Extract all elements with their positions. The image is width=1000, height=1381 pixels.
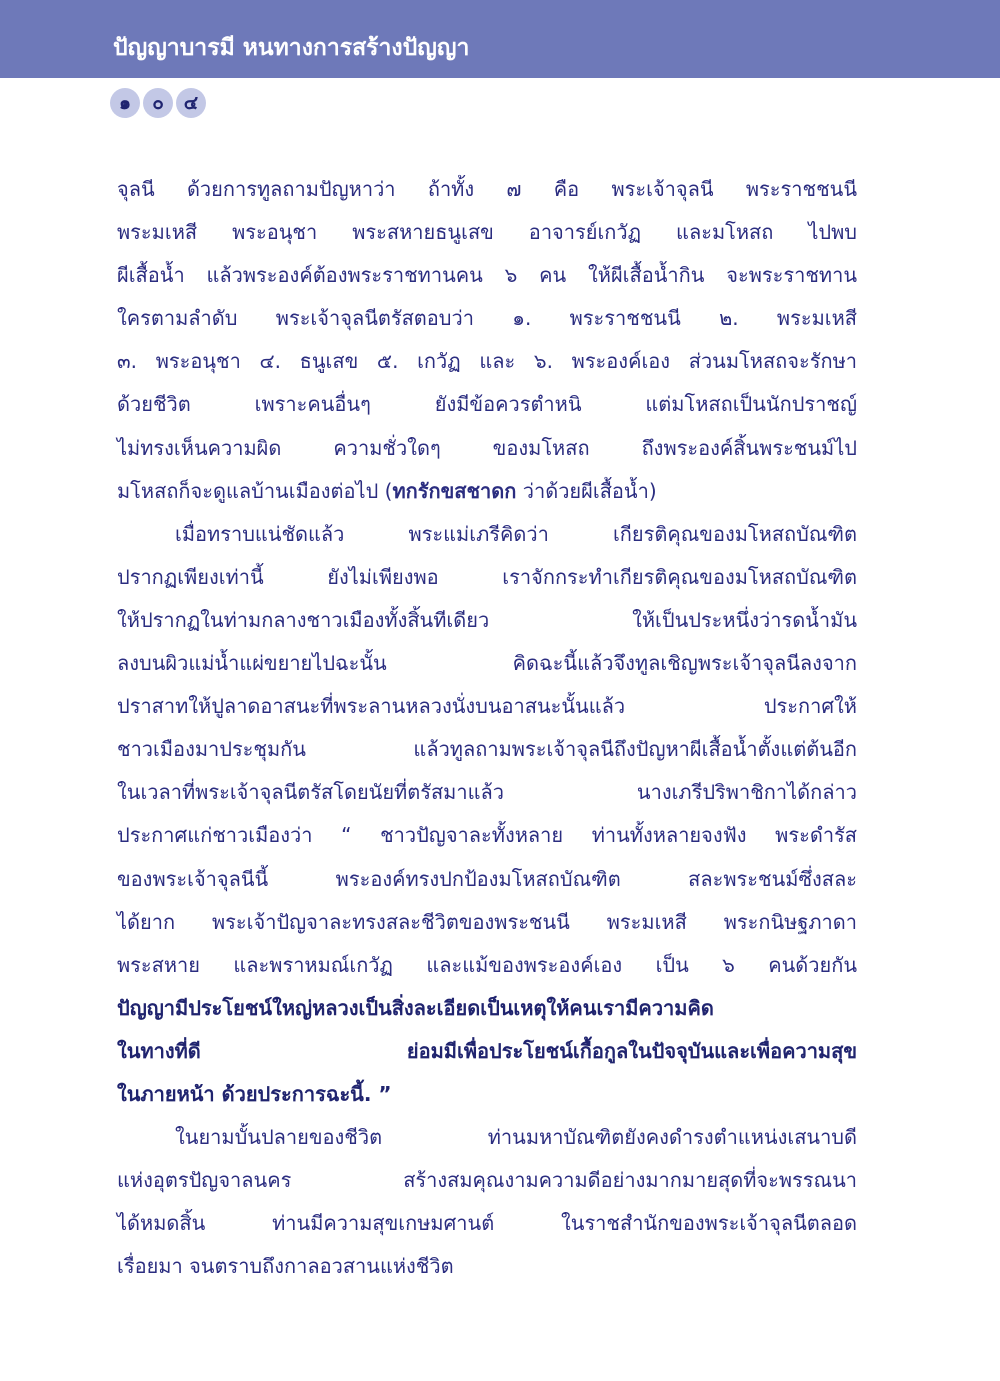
- bold-text-line: ในภายหน้า ด้วยประการฉะนี้. ”: [117, 1081, 392, 1106]
- text-line: ได้ยาก พระเจ้าปัญจาละทรงสละชีวิตของพระชนนี พระมเหสี พระกนิษฐภาดา: [117, 909, 857, 934]
- text-line: [117, 470, 857, 513]
- page-number-digit: ๐: [143, 88, 173, 118]
- page-number: [110, 88, 206, 118]
- text-line: ประกาศแก่ชาวเมืองว่า “ ชาวปัญจาละทั้งหลาย ท่านทั้งหลายจงฟัง พระดำรัส: [117, 823, 857, 848]
- text-line: เรื่อยมา จนตราบถึงกาลอวสานแห่งชีวิต: [117, 1254, 454, 1279]
- text-line: ลงบนผิวแม่น้ำแผ่ขยายไปฉะนั้น คิดฉะนี้แล้วจึงทูลเชิญพระเจ้าจุลนีลงจาก: [117, 651, 857, 676]
- text-line: ผีเสื้อน้ำ แล้วพระองค์ต้องพระราชทานคน ๖ คน ให้ผีเสื้อน้ำกิน จะพระราชทาน: [117, 263, 857, 288]
- text-line: ในเวลาที่พระเจ้าจุลนีตรัสโดยนัยที่ตรัสมาแล้ว นางเภรีปริพาชิกาได้กล่าว: [117, 780, 857, 805]
- text-line: ไม่ทรงเห็นความผิด ความชั่วใดๆ ของมโหสถ ถึงพระองค์สิ้นพระชนม์ไป: [117, 435, 857, 460]
- text-line: ของพระเจ้าจุลนีนี้ พระองค์ทรงปกป้องมโหสถบัณฑิต สละพระชนม์ซึ่งสละ: [117, 866, 857, 891]
- text-line: ใครตามลำดับ พระเจ้าจุลนีตรัสตอบว่า ๑. พระราชชนนี ๒. พระมเหสี: [117, 306, 857, 331]
- text-line: ได้หมดสิ้น ท่านมีความสุขเกษมศานต์ ในราชสำนักของพระเจ้าจุลนีตลอด: [117, 1211, 857, 1236]
- text-line: จุลนี ด้วยการทูลถามปัญหาว่า ถ้าทั้ง ๗ คือ พระเจ้าจุลนี พระราชชนนี: [117, 177, 857, 201]
- text-line: ให้ปรากฏในท่ามกลางชาวเมืองทั้งสิ้นทีเดียว ให้เป็นประหนึ่งว่ารดน้ำมัน: [117, 607, 857, 632]
- page-number-digit: ๑: [110, 88, 140, 118]
- text-line: ด้วยชีวิต เพราะคนอื่นๆ ยังมีข้อควรตำหนิ แต่มโหสถเป็นนักปราชญ์: [117, 392, 857, 417]
- text-line: ชาวเมืองมาประชุมกัน แล้วทูลถามพระเจ้าจุลนีถึงปัญหาผีเสื้อน้ำตั้งแต่ต้นอีก: [117, 737, 857, 762]
- text-line: ๓. พระอนุชา ๔. ธนูเสข ๕. เกวัฏ และ ๖. พระองค์เอง ส่วนมโหสถจะรักษา: [117, 349, 857, 374]
- header-band: [0, 0, 1000, 78]
- text-line: แห่งอุตรปัญจาลนคร สร้างสมคุณงามความดีอย่างมากมายสุดที่จะพรรณนา: [117, 1168, 857, 1193]
- bold-text-line: ปัญญามีประโยชน์ใหญ่หลวงเป็นสิ่งละเอียดเป็นเหตุให้คนเรามีความคิด: [117, 995, 714, 1020]
- page-number-digit: ๔: [176, 88, 206, 118]
- text-line: พระสหาย และพราหมณ์เกวัฏ และแม้ของพระองค์เอง เป็น ๖ คนด้วยกัน: [117, 952, 857, 977]
- text-line: ปราสาทให้ปูลาดอาสนะที่พระลานหลวงนั่งบนอาสนะนั้นแล้ว ประกาศให้: [117, 694, 857, 719]
- text-line: พระมเหสี พระอนุชา พระสหายธนูเสข อาจารย์เกวัฏ และมโหสถ ไปพบ: [117, 220, 857, 245]
- text-span: ว่าด้วยผีเสื้อน้ำ): [516, 478, 657, 503]
- body-text: [117, 168, 857, 1288]
- bold-text-line: ในทางที่ดี ย่อมมีเพื่อประโยชน์เกื้อกูลในปัจจุบันและเพื่อความสุข: [117, 1038, 857, 1063]
- text-line: เมื่อทราบแน่ชัดแล้ว พระแม่เภรีคิดว่า เกียรติคุณของมโหสถบัณฑิต: [175, 521, 857, 546]
- text-line: ปรากฏเพียงเท่านี้ ยังไม่เพียงพอ เราจักกระทำเกียรติคุณของมโหสถบัณฑิต: [117, 564, 857, 589]
- text-span: มโหสถก็จะดูแลบ้านเมืองต่อไป (: [117, 478, 393, 503]
- jataka-reference: ทกรักขสชาดก: [392, 478, 517, 503]
- text-line: ในยามบั้นปลายของชีวิต ท่านมหาบัณฑิตยังคงดำรงตำแหน่งเสนาบดี: [175, 1125, 857, 1150]
- running-header-title: ปัญญาบารมี หนทางการสร้างปัญญา: [113, 35, 470, 61]
